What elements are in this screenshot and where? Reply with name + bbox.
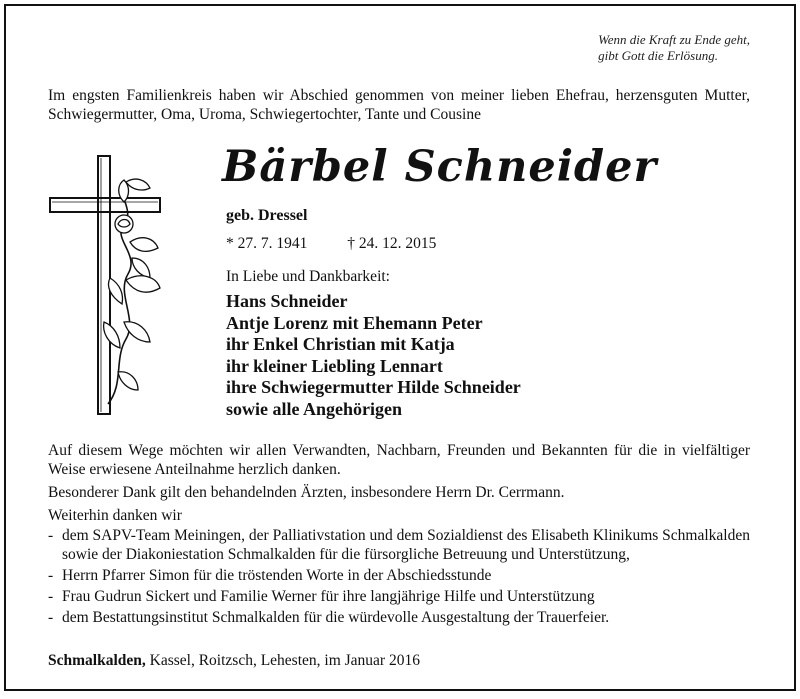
closing-place: Schmalkalden,	[48, 652, 146, 669]
thanks-paragraph: Auf diesem Wege möchten wir allen Verwandten, Nachbarn, Freunden und Bekannten für die in vielfältiger Weise erwiesene Anteilnahme herzlich danken.	[48, 442, 750, 478]
motto-quote	[598, 32, 750, 64]
mourner: Antje Lorenz mit Ehemann Peter	[226, 312, 483, 333]
death-date: † 24. 12. 2015	[347, 235, 437, 252]
thanks-list-item: - Frau Gudrun Sickert und Familie Werner für ihre langjährige Hilfe und Unterstützung	[48, 588, 595, 605]
thanks-item-text: Herrn Pfarrer Simon für die tröstenden Worte in der Abschiedsstunde	[62, 567, 492, 584]
mourner: sowie alle Angehörigen	[226, 398, 402, 419]
mourner: ihre Schwiegermutter Hilde Schneider	[226, 377, 521, 397]
intro-text: Im engsten Familienkreis haben wir Abschied genommen von meiner lieben Ehefrau, herzensguten Mutter, Schwiegermutter, Oma, Uroma, Schwiegertochter, Tante und Cousine	[48, 87, 750, 123]
motto-line-1: Wenn die Kraft zu Ende geht,	[598, 32, 750, 47]
birth-date: * 27. 7. 1941	[226, 235, 308, 252]
thanks-section	[48, 441, 750, 629]
mourner: Hans Schneider	[226, 291, 348, 311]
closing-line	[48, 652, 420, 670]
thanks-item-text: dem SAPV-Team Meiningen, der Palliativstation und dem Sozialdienst des Elisabeth Klinikums Schmalkalden sowie der Diakoniestation Schmalkalden für die fürsorgliche Betreuung und Unterstützung,	[62, 527, 750, 563]
life-dates	[226, 235, 436, 253]
thanks-list	[48, 526, 750, 627]
mourner: ihr Enkel Christian mit Katja	[226, 334, 455, 354]
thanks-intro: Weiterhin danken wir	[48, 507, 182, 524]
thanks-list-item: - dem SAPV-Team Meiningen, der Palliativstation und dem Sozialdienst des Elisabeth Klinikums Schmalkalden sowie der Diakoniestation Schmalkalden für die fürsorgliche Betreuung und Unterstützung,	[48, 527, 750, 563]
thanks-list-item: - dem Bestattungsinstitut Schmalkalden für die würdevolle Ausgestaltung der Trauerfeier.	[48, 609, 610, 626]
mourner: ihr kleiner Liebling Lennart	[226, 355, 443, 376]
thanks-list-item: - Herrn Pfarrer Simon für die tröstenden Worte in der Abschiedsstunde	[48, 567, 492, 584]
motto-line-2: gibt Gott die Erlösung.	[598, 48, 718, 63]
cross-with-rose-icon	[46, 154, 166, 416]
mourners-list	[226, 291, 521, 420]
born-name: geb. Dressel	[226, 207, 308, 224]
obituary-notice	[4, 4, 796, 691]
thanks-item-text: dem Bestattungsinstitut Schmalkalden für die würdevolle Ausgestaltung der Trauerfeier.	[62, 609, 610, 626]
dedication-line: In Liebe und Dankbarkeit:	[226, 268, 390, 285]
thanks-item-text: Frau Gudrun Sickert und Familie Werner für ihre langjährige Hilfe und Unterstützung	[62, 588, 595, 605]
deceased-name: Bärbel Schneider	[222, 142, 658, 192]
thanks-doctors: Besonderer Dank gilt den behandelnden Ärzten, insbesondere Herrn Dr. Cerrmann.	[48, 484, 565, 501]
closing-places-date: Kassel, Roitzsch, Lehesten, im Januar 2016	[149, 652, 420, 669]
